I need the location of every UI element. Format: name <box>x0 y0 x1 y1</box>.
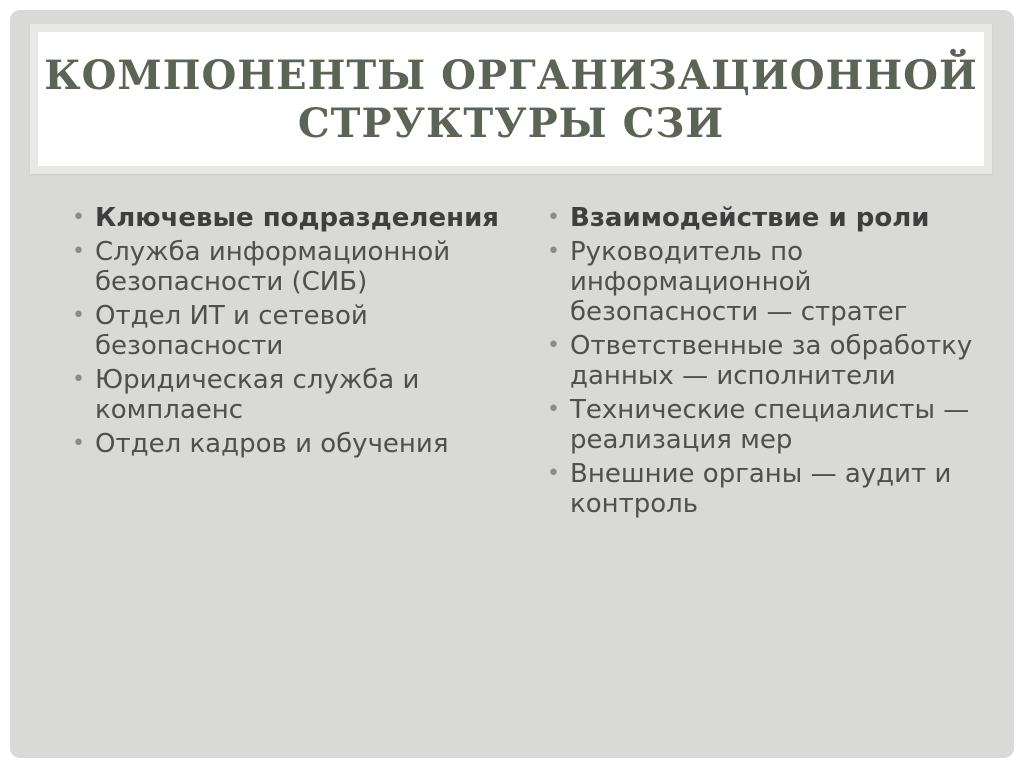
bullet-icon: • <box>72 367 85 392</box>
bullet-icon: • <box>72 205 85 230</box>
bullet-icon: • <box>547 461 560 486</box>
bullet-icon: • <box>547 333 560 358</box>
list-item <box>545 237 995 327</box>
list-item-text: Технические специалисты — реализация мер <box>570 395 970 455</box>
list-item-text: Взаимодействие и роли <box>570 203 930 233</box>
list-item <box>545 395 995 455</box>
slide <box>10 10 1014 758</box>
list-item-text: Руководитель по информационной безопасности — стратег <box>570 237 908 327</box>
list-item-text: Отдел кадров и обучения <box>95 429 449 459</box>
list-item <box>545 203 995 233</box>
title-box <box>30 24 992 174</box>
list-item <box>70 203 520 233</box>
bullet-icon: • <box>547 397 560 422</box>
bullet-icon: • <box>547 205 560 230</box>
slide-title-line-2: СТРУКТУРЫ СЗИ <box>297 100 725 147</box>
left-column-list <box>70 203 520 463</box>
bullet-icon: • <box>72 239 85 264</box>
list-item-text: Внешние органы — аудит и контроль <box>570 459 952 519</box>
list-item-text: Ответственные за обработку данных — исполнители <box>570 331 973 391</box>
list-item <box>545 459 995 519</box>
list-item-text: Служба информационной безопасности (СИБ) <box>95 237 451 297</box>
list-item-text: Ключевые подразделения <box>95 203 499 233</box>
list-item <box>70 365 520 425</box>
bullet-icon: • <box>72 431 85 456</box>
list-item <box>70 237 520 297</box>
list-item <box>545 331 995 391</box>
slide-title-line-1: КОМПОНЕНТЫ ОРГАНИЗАЦИОННОЙ <box>44 52 978 99</box>
slide-title <box>38 52 984 148</box>
bullet-icon: • <box>72 303 85 328</box>
list-item <box>70 301 520 361</box>
list-item-text: Юридическая служба и комплаенс <box>95 365 420 425</box>
list-item-text: Отдел ИТ и сетевой безопасности <box>95 301 368 361</box>
bullet-icon: • <box>547 239 560 264</box>
list-item <box>70 429 520 459</box>
right-column-list <box>545 203 995 523</box>
